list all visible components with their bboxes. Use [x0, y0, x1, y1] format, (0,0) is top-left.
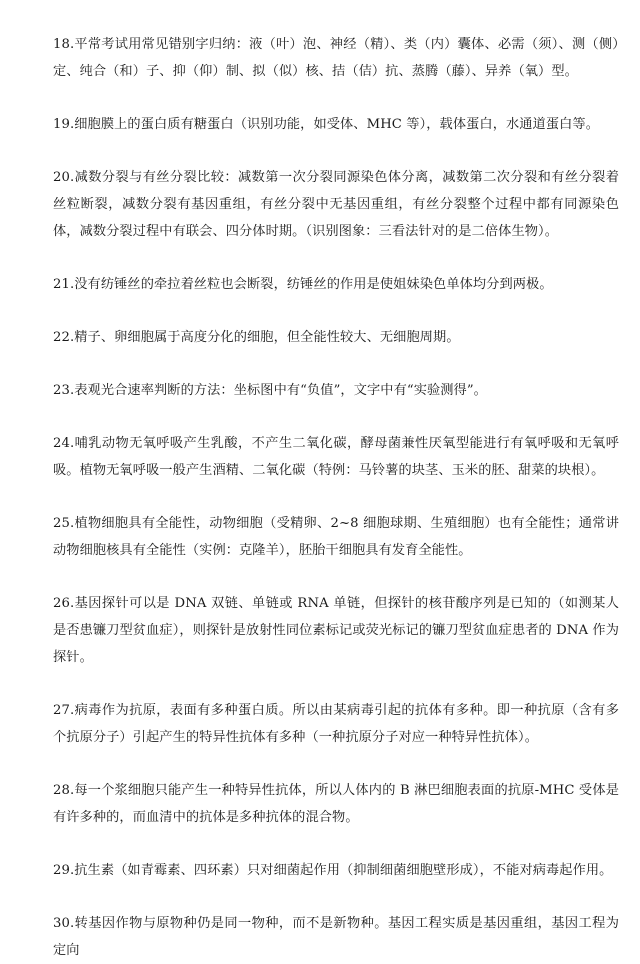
paragraph-20: 20.减数分裂与有丝分裂比较：减数第一次分裂同源染色体分离，减数第二次分裂和有丝分裂着丝粒断裂，减数分裂有基因重组，有丝分裂中无基因重组，有丝分裂整个过程中都有同源染色体，减数分裂过程中有联会、四分体时期。（识别图象：三看法针对的是二倍体生物）。: [53, 170, 619, 239]
paragraph-24: 24.哺乳动物无氧呼吸产生乳酸，不产生二氧化碳，酵母菌兼性厌氧型能进行有氧呼吸和无氧呼吸。植物无氧呼吸一般产生酒精、二氧化碳（特例：马铃薯的块茎、玉米的胚、甜菜的块根）。: [53, 436, 619, 478]
paragraph-28: 28.每一个浆细胞只能产生一种特异性抗体，所以人体内的 B 淋巴细胞表面的抗原-MHC 受体是有许多种的，而血清中的抗体是多种抗体的混合物。: [53, 783, 619, 825]
paragraph-18: 18.平常考试用常见错别字归纳：液（叶）泡、神经（精）、类（内）囊体、必需（须）、测（侧）定、纯合（和）子、抑（仰）制、拟（似）核、拮（佶）抗、蒸腾（藤）、异养（氧）型。: [53, 37, 619, 79]
document-body: [53, 31, 619, 964]
paragraph-27: 27.病毒作为抗原，表面有多种蛋白质。所以由某病毒引起的抗体有多种。即一种抗原（含有多个抗原分子）引起产生的特异性抗体有多种（一种抗原分子对应一种特异性抗体）。: [53, 703, 619, 745]
paragraph-26: 26.基因探针可以是 DNA 双链、单链或 RNA 单链，但探针的核苷酸序列是已知的（如测某人是否患镰刀型贫血症），则探针是放射性同位素标记或荧光标记的镰刀型贫血症患者的 DNA 作为探针。: [53, 596, 619, 665]
paragraph-23: 23.表观光合速率判断的方法：坐标图中有“负值”，文字中有“实验测得”。: [53, 383, 487, 398]
paragraph-21: 21.没有纺锤丝的牵拉着丝粒也会断裂，纺锤丝的作用是使姐妹染色单体均分到两极。: [53, 277, 553, 292]
paragraph-29: 29.抗生素（如青霉素、四环素）只对细菌起作用（抑制细菌细胞壁形成），不能对病毒起作用。: [53, 863, 613, 878]
paragraph-19: 19.细胞膜上的蛋白质有糖蛋白（识别功能，如受体、MHC 等），载体蛋白，水通道蛋白等。: [53, 117, 599, 132]
paragraph-30: 30.转基因作物与原物种仍是同一物种，而不是新物种。基因工程实质是基因重组，基因工程为定向: [53, 916, 619, 958]
paragraph-25: 25.植物细胞具有全能性，动物细胞（受精卵、2~8 细胞球期、生殖细胞）也有全能性；通常讲动物细胞核具有全能性（实例：克隆羊），胚胎干细胞具有发育全能性。: [53, 516, 619, 558]
paragraph-22: 22.精子、卵细胞属于高度分化的细胞，但全能性较大、无细胞周期。: [53, 330, 460, 345]
